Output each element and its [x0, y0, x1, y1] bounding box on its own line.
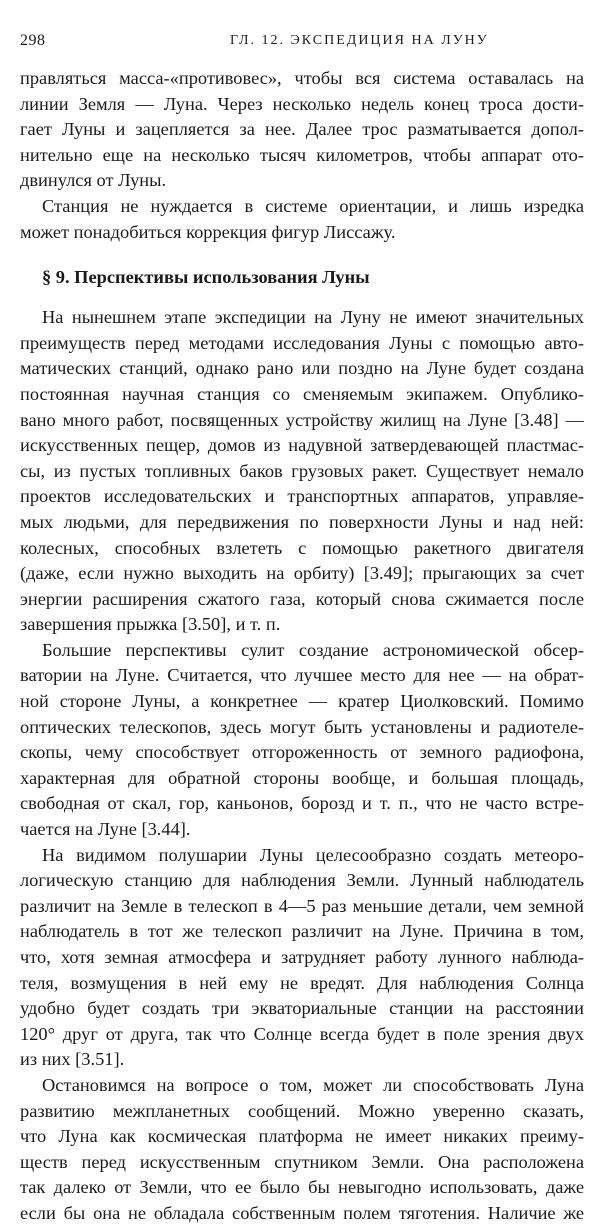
paragraph [20, 843, 584, 1073]
page-number: 298 [20, 32, 46, 49]
section-heading: § 9. Перспективы использования Луны [42, 267, 370, 288]
text-line: искусственных пещер, домов из надувной затвердевающей пластмас- [20, 435, 584, 456]
text-line: энергии расширения сжатого газа, который снова сжимается после [20, 588, 584, 609]
text-line: проектов исследовательских и транспортных аппаратов, управляе- [20, 486, 584, 507]
page-header [20, 0, 584, 49]
text-line: преимуществ перед методами исследования Луны с помощью авто- [20, 332, 584, 353]
text-line: скопы, чему способствует отгороженность от земного радиофона, [20, 742, 584, 763]
text-line: различит на Земле в телескоп в 4—5 раз меньшие детали, чем земной [20, 895, 584, 916]
running-head: ГЛ. 12. ЭКСПЕДИЦИЯ НА ЛУНУ [230, 33, 489, 48]
text-line: двинулся от Луны. [20, 170, 167, 191]
section-text [20, 305, 584, 1226]
text-line: удобно будет создать три экваториальные станции на расстоянии [20, 998, 584, 1019]
text-line: Остановимся на вопросе о том, может ли способствовать Луна [42, 1074, 584, 1095]
paragraph [20, 638, 584, 843]
text-line: нительно еще на несколько тысяч километров, чтобы аппарат ото- [20, 144, 584, 165]
text-line: 120° друг от друга, так что Солнце всегда будет в поле зрения двух [20, 1023, 584, 1044]
paragraph [20, 66, 584, 194]
text-line: правляться масса-«противовес», чтобы вся система оставалась на [20, 68, 584, 88]
text-line: завершения прыжка [3.50], и т. п. [20, 614, 281, 635]
text-line: оптических телескопов, здесь могут быть установлены и радиотеле- [20, 716, 584, 737]
text-line: линии Земля — Луна. Через несколько недель конец троса дости- [20, 93, 584, 114]
page-body [20, 66, 584, 1227]
text-line: матических станций, однако рано или поздно на Луне будет создана [20, 358, 584, 379]
text-line: ществ перед искусственным спутником Земли. Она расположена [20, 1151, 584, 1172]
intro-text [20, 66, 584, 245]
text-line: так далеко от Земли, что ее было бы невыгодно использовать, даже [20, 1177, 584, 1198]
paragraph [20, 1073, 584, 1227]
text-line: характерная для обратной стороны вообще, и большая площадь, [20, 767, 584, 788]
text-line: колесных, способных взлететь с помощью ракетного двигателя [20, 537, 584, 558]
text-line: (даже, если нужно выходить на орбиту) [3.49]; прыгающих за счет [20, 563, 584, 584]
text-line: Большие перспективы сулит создание астрономической обсер- [42, 639, 584, 660]
text-line: постоянная научная станция со сменяемым экипажем. Опублико- [20, 383, 584, 404]
text-line: ватории на Луне. Считается, что лучшее место для нее — на обрат- [20, 665, 584, 686]
text-line: На видимом полушарии Луны целесообразно создать метеоро- [42, 844, 584, 865]
text-line: что, хотя земная атмосфера и затрудняет работу лунного наблюда- [20, 947, 584, 967]
text-line: развитию межпланетных сообщений. Можно уверенно сказать, [20, 1100, 584, 1121]
text-line: мых людьми, для передвижения по поверхности Луны и над ней: [20, 511, 584, 532]
text-line: теля, возмущения в ней ему не вредят. Для наблюдения Солнца [20, 972, 584, 993]
text-line: что Луна как космическая платформа не имеет никаких преиму- [20, 1126, 584, 1147]
text-line: из них [3.51]. [20, 1049, 125, 1070]
text-line: сы, из пустых топливных баков грузовых ракет. Существует немало [20, 460, 584, 481]
text-line: наблюдатель в тот же телескоп различит на Луне. Причина в том, [20, 921, 584, 942]
text-line: На нынешнем этапе экспедиции на Луну не имеют значительных [42, 307, 584, 328]
text-line: Станция не нуждается в системе ориентации, и лишь изредка [42, 195, 584, 216]
text-line: логическую станцию для наблюдения Земли. Лунный наблюдатель [20, 870, 584, 891]
book-page [20, 0, 584, 1223]
text-line: если бы она не обладала собственным полем тяготения. Наличие же [20, 1202, 584, 1223]
text-line: вано много работ, посвященных устройству жилищ на Луне [3.48] — [20, 409, 584, 430]
paragraph [20, 305, 584, 638]
text-line: может понадобиться коррекция фигур Лиссажу. [20, 221, 396, 242]
paragraph [20, 194, 584, 245]
text-line: чается на Луне [3.44]. [20, 819, 191, 840]
text-line: свободная от скал, гор, каньонов, борозд и т. п., что не часто встре- [20, 793, 584, 814]
text-line: ной стороне Луны, а конкретнее — кратер Циолковский. Помимо [20, 691, 584, 712]
text-line: гает Луны и зацепляется за нее. Далее трос разматывается допол- [20, 119, 584, 140]
